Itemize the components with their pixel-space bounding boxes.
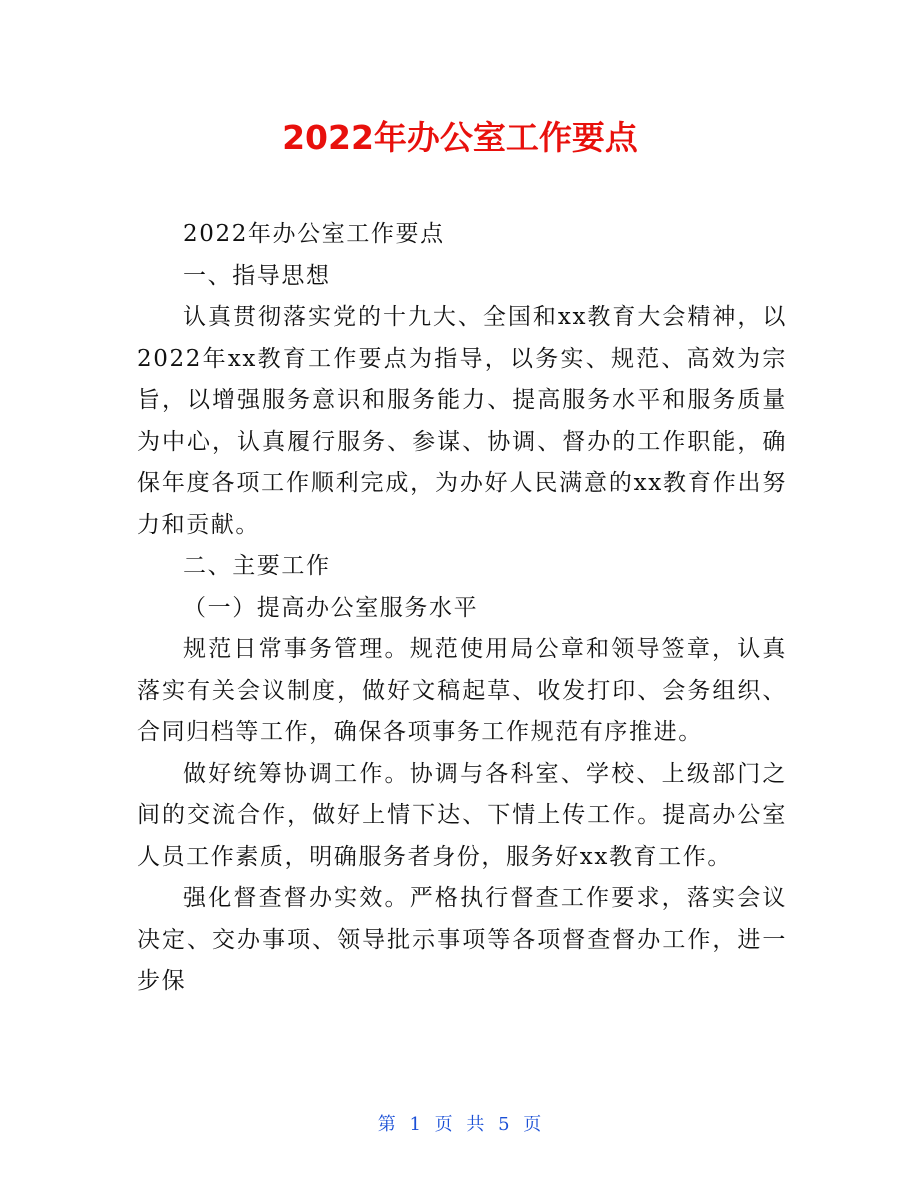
subsection-heading-service-level: （一）提高办公室服务水平	[183, 594, 479, 621]
section-heading-guiding-thought: 一、指导思想	[183, 262, 331, 289]
paragraph-coordination: 做好统筹协调工作。协调与各科室、学校、上级部门之间的交流合作，做好上情下达、下情上传工作。提高办公室人员工作素质，明确服务者身份，服务好xx教育工作。	[137, 760, 787, 870]
document-body	[137, 214, 787, 1003]
paragraph-guiding-thought: 认真贯彻落实党的十九大、全国和xx教育大会精神，以2022年xx教育工作要点为指导，以务实、规范、高效为宗旨，以增强服务意识和服务能力、提高服务水平和服务质量为中心，认真履行服务、参谋、协调、督办的工作职能，确保年度各项工作顺利完成，为办好人民满意的xx教育作出努力和贡献。	[137, 304, 787, 538]
section-heading-main-work: 二、主要工作	[183, 553, 331, 579]
document-title: 2022年办公室工作要点	[282, 118, 638, 157]
paragraph-daily-affairs: 规范日常事务管理。规范使用局公章和领导签章，认真落实有关会议制度，做好文稿起草、收发打印、会务组织、合同归档等工作，确保各项事务工作规范有序推进。	[137, 636, 787, 745]
paragraph-heading-repeat: 2022年办公室工作要点	[183, 221, 445, 247]
page-number-footer: 第 1 页 共 5 页	[377, 1114, 543, 1135]
paragraph-supervision: 强化督查督办实效。严格执行督查工作要求，落实会议决定、交办事项、领导批示事项等各项督查督办工作，进一步保	[137, 885, 787, 994]
